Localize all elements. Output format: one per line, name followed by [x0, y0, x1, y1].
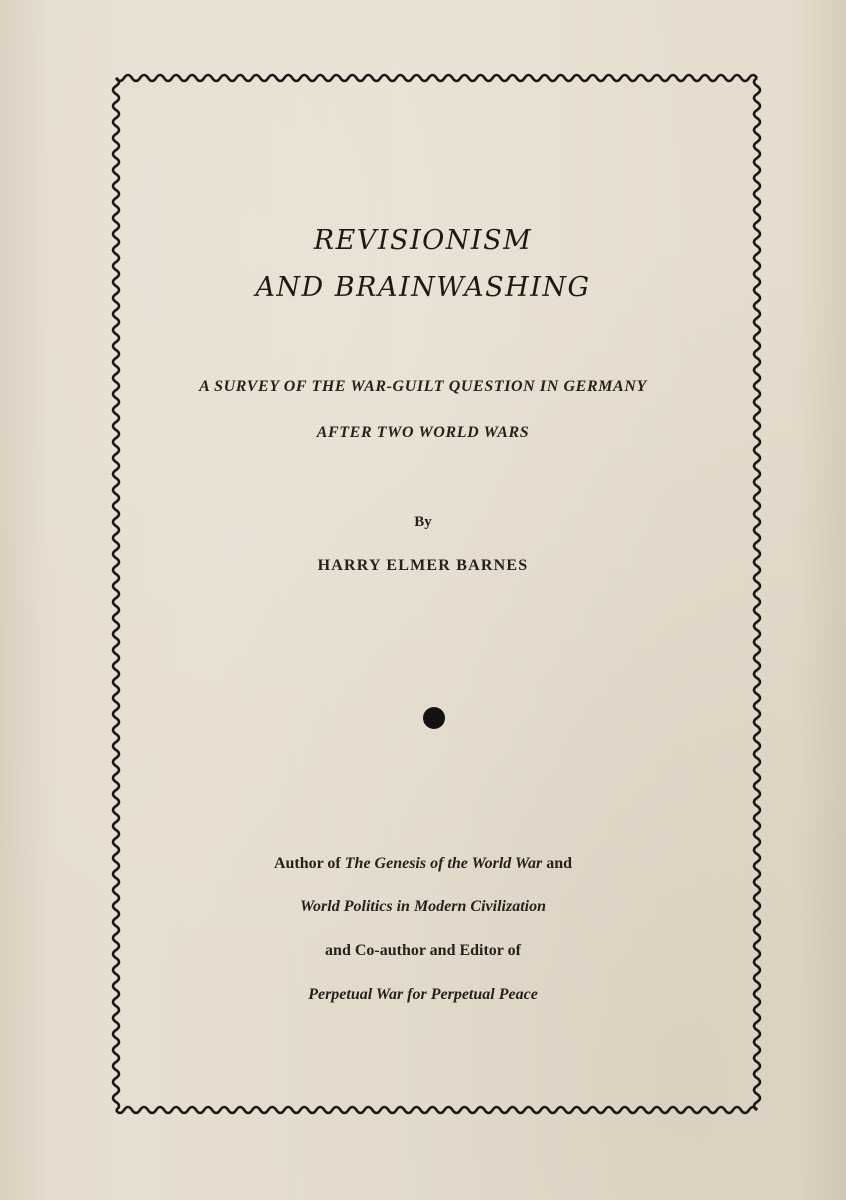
credit-line-1-work: The Genesis of the World War	[344, 855, 543, 872]
author-name: HARRY ELMER BARNES	[317, 557, 529, 574]
credit-line-1	[0, 855, 846, 873]
credit-line-1-prefix: Author of	[273, 855, 341, 872]
credit-line-3: and Co-author and Editor of	[325, 942, 521, 959]
subtitle-line-1: A SURVEY OF THE WAR-GUILT QUESTION IN GERMANY	[199, 378, 647, 395]
by-label: By	[414, 514, 432, 530]
credit-line-2: World Politics in Modern Civilization	[300, 898, 546, 915]
book-title-line-1: REVISIONISM	[313, 225, 533, 256]
credit-line-1-suffix: and	[546, 855, 573, 872]
credit-line-4: Perpetual War for Perpetual Peace	[308, 986, 538, 1003]
book-title-line-2: AND BRAINWASHING	[255, 272, 591, 303]
subtitle-line-2: AFTER TWO WORLD WARS	[316, 424, 530, 441]
ornament-dot	[423, 707, 445, 729]
